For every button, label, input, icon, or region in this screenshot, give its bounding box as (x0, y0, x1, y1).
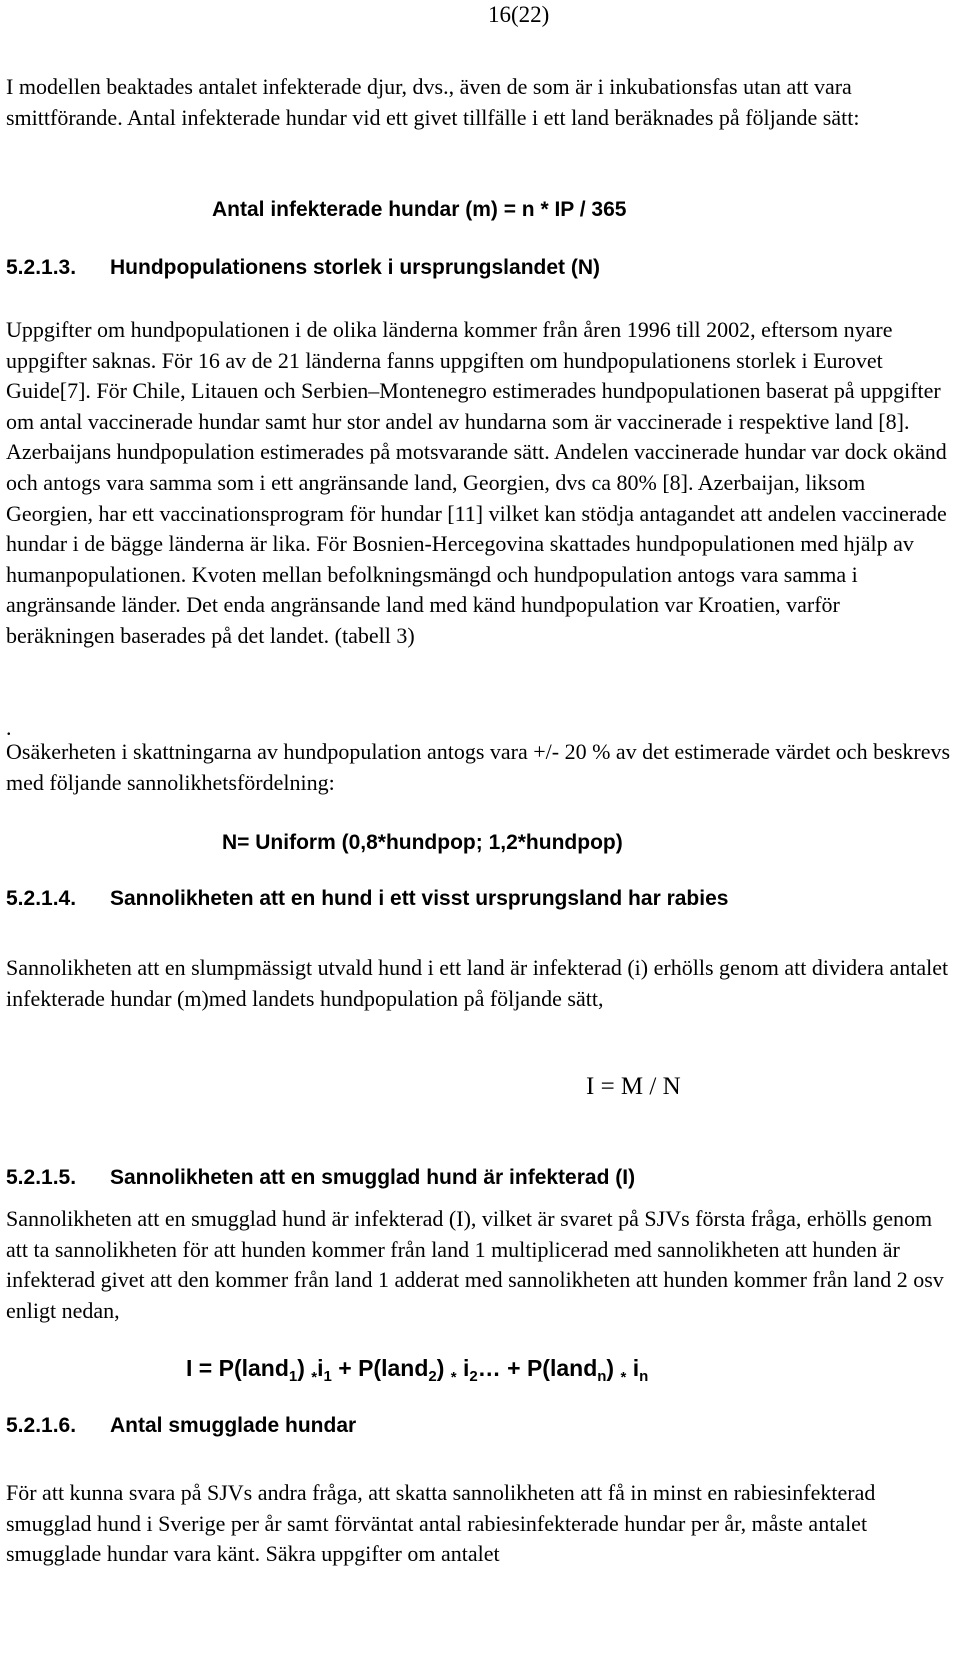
formula-infected-dogs: Antal infekterade hundar (m) = n * IP / 365 (212, 198, 627, 221)
formula-text: ) (606, 1355, 621, 1381)
formula-text: ) (297, 1355, 312, 1381)
dot-line: . (6, 715, 12, 740)
formula-subscript: 2 (469, 1368, 478, 1385)
formula-text: + P(land (331, 1355, 429, 1381)
smuggled-count-paragraph: För att kunna svara på SJVs andra fråga, att skatta sannolikheten att få in minst en rabiesinfekterad smugglad hund i Sverige per år samt förväntat antal rabiesinfekterade hundar per år, måste antalet smugglade hundar vara känt. Säkra uppgifter om antalet (6, 1480, 876, 1567)
section-heading-5-2-1-3 (6, 256, 600, 280)
section-heading-5-2-1-6 (6, 1414, 356, 1438)
formula-total-probability (186, 1355, 648, 1386)
formula-text: ) (436, 1355, 451, 1381)
formula-subscript: 2 (428, 1368, 437, 1385)
page-number: 16(22) (488, 2, 550, 27)
section-number: 5.2.1.5. (6, 1166, 77, 1189)
formula-text: … + P(land (477, 1355, 598, 1381)
smuggled-dog-paragraph: Sannolikheten att en smugglad hund är infekterad (I), vilket är svaret på SJVs första fråga, erhölls genom att ta sannolikheten för att hunden kommer från land 1 multiplicerad med sannolikheten att hunden är infekterad givet att den kommer från land 1 adderat med sannolikheten att hunden kommer från land 2 osv enligt nedan, (6, 1206, 944, 1323)
formula-subscript: 1 (323, 1368, 332, 1385)
section-heading-5-2-1-5 (6, 1166, 635, 1190)
intro-paragraph: I modellen beaktades antalet infekterade djur, dvs., även de som är i inkubationsfas utan att vara smittförande. Antal infekterade hundar vid ett givet tillfälle i ett land beräknades på följande sätt: (6, 74, 860, 130)
section-number: 5.2.1.4. (6, 887, 77, 910)
formula-subscript: 1 (288, 1368, 298, 1385)
formula-i-equals-m-over-n: I = M / N (586, 1073, 681, 1100)
formula-multiply: * (620, 1369, 627, 1386)
section-number: 5.2.1.3. (6, 256, 77, 279)
formula-multiply: * (311, 1369, 318, 1386)
formula-text: I = P(land (186, 1355, 289, 1381)
formula-subscript: n (639, 1368, 649, 1385)
uncertainty-paragraph: Osäkerheten i skattningarna av hundpopulation antogs vara +/- 20 % av det estimerade värdet och beskrevs med följande sannolikhetsfördelning: (6, 739, 951, 795)
formula-text: i (456, 1355, 470, 1381)
section-title: Hundpopulationens storlek i ursprungslandet (N) (110, 256, 601, 279)
section-heading-5-2-1-4 (6, 887, 728, 911)
section-title: Sannolikheten att en hund i ett visst ursprungsland har rabies (110, 887, 729, 910)
formula-multiply: * (450, 1369, 457, 1386)
section-title: Sannolikheten att en smugglad hund är infekterad (I) (110, 1166, 636, 1189)
dog-population-paragraph: Uppgifter om hundpopulationen i de olika länderna kommer från åren 1996 till 2002, eftersom nyare uppgifter saknas. För 16 av de 21 länderna fanns uppgiften om hundpopulationens storlek i Eurovet Guide[7]. För Chile, Litauen och Serbien–Montenegro estimerades hundpopulationen baserat på uppgifter om antal vaccinerade hundar samt hur stor andel av hundarna som är vaccinerade i respektive land [8]. Azerbaijans hundpopulation estimerades på motsvarande sätt. Andelen vaccinerade hundar var dock okänd och antogs vara samma som i ett angränsande land, Georgien, dvs ca 80% [8]. Azerbaijan, liksom Georgien, har ett vaccinationsprogram för hundar [11] vilket kan stödja antagandet att andelen vaccinerade hundar i de bägge länderna är lika. För Bosnien-Hercegovina skattades hundpopulationen med hjälp av humanpopulationen. Kvoten mellan befolkningsmängd och hundpopulation antogs vara samma i angränsande länder. Det enda angränsande land med känd hundpopulation var Kroatien, varför beräkningen baserades på det landet. (tabell 3) (6, 317, 947, 648)
formula-text: i (626, 1355, 640, 1381)
formula-text: i (317, 1355, 324, 1381)
formula-subscript: n (597, 1368, 607, 1385)
section-title: Antal smugglade hundar (110, 1414, 357, 1437)
section-number: 5.2.1.6. (6, 1414, 77, 1437)
formula-uniform-distribution: N= Uniform (0,8*hundpop; 1,2*hundpop) (222, 831, 623, 854)
probability-paragraph: Sannolikheten att en slumpmässigt utvald hund i ett land är infekterad (i) erhölls genom att dividera antalet infekterade hundar (m)med landets hundpopulation på följande sätt, (6, 955, 949, 1011)
